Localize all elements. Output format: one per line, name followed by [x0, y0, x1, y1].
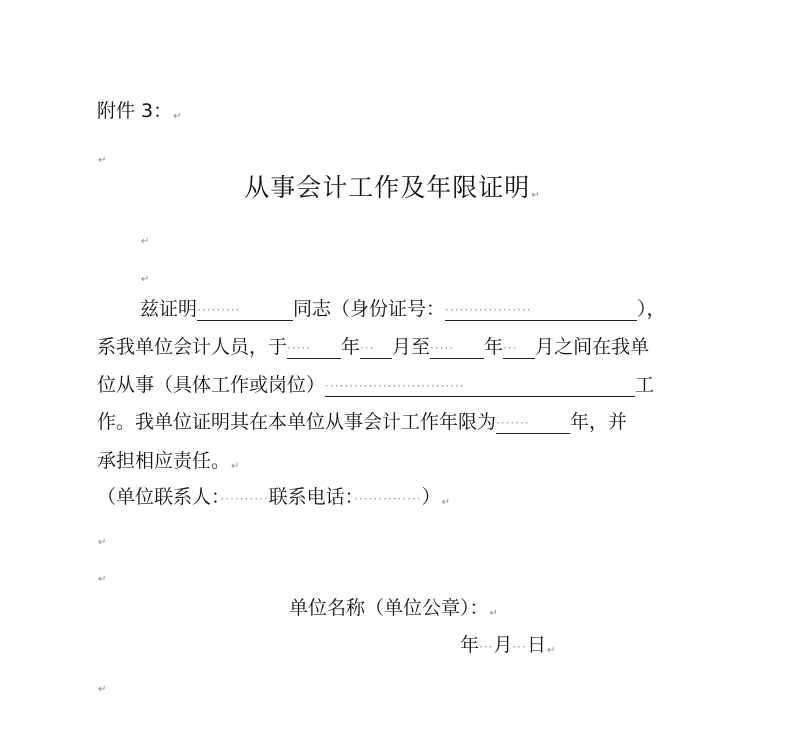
document-title: [0, 172, 785, 212]
line3-text-a: 位从事（具体工作或岗位）: [97, 374, 326, 396]
start-year-blank[interactable]: ·····: [287, 338, 341, 359]
line2-text-c: 月至: [392, 336, 431, 358]
attachment-label: [97, 99, 182, 129]
empty-paragraph: [97, 672, 106, 702]
empty-paragraph: [97, 143, 106, 173]
date-year-label: 年: [460, 634, 480, 656]
body-line-5: [97, 449, 239, 479]
id-label: 同志（身份证号：: [293, 298, 446, 320]
empty-paragraph: [140, 224, 149, 254]
contact-person-blank[interactable]: ··········: [220, 492, 269, 506]
date-day-label: 日: [526, 634, 546, 656]
attachment-label-text: 附件 3：: [97, 100, 173, 122]
empty-paragraph: [140, 262, 149, 292]
paragraph-mark-icon: ↵: [98, 537, 107, 548]
paragraph-mark-icon: ↵: [141, 236, 150, 247]
paragraph-mark-icon: ↵: [98, 684, 107, 695]
empty-paragraph: [97, 525, 106, 555]
paragraph-mark-icon: ↵: [441, 497, 450, 508]
id-number-blank[interactable]: ··················: [445, 300, 637, 321]
date-year-blank[interactable]: ···: [479, 640, 494, 654]
body-line-1: [140, 297, 666, 321]
end-month-blank[interactable]: ···: [503, 338, 535, 359]
line3-text-b: 工: [635, 374, 655, 396]
contact-phone-label: 联系电话：: [268, 486, 355, 508]
body-line-3: [97, 373, 654, 397]
paragraph-mark-icon: ↵: [98, 574, 107, 585]
line2-text-a: 系我单位会计人员，于: [97, 336, 288, 358]
paragraph-mark-icon: ↵: [531, 190, 541, 201]
date-line: [460, 633, 555, 663]
paragraph-mark-icon: ↵: [98, 155, 107, 166]
title-text: 从事会计工作及年限证明: [244, 173, 531, 202]
intro-text: 兹证明: [140, 298, 198, 320]
body-line-4: [97, 410, 627, 434]
year-label: 年: [341, 336, 361, 358]
line4-text-b: 年，并: [570, 411, 628, 433]
paragraph-mark-icon: ↵: [141, 274, 150, 285]
end-year-blank[interactable]: ·····: [430, 338, 484, 359]
line2-text-e: 月之间在我单: [535, 336, 650, 358]
line5-text: 承担相应责任。: [97, 450, 231, 472]
empty-paragraph: [97, 562, 106, 592]
body-line-2: [97, 335, 649, 359]
contact-phone-blank[interactable]: ··············: [354, 492, 422, 506]
contact-person-label: （单位联系人：: [97, 486, 221, 508]
contact-close: ）: [421, 486, 441, 508]
paragraph-mark-icon: ↵: [173, 111, 182, 122]
job-position-blank[interactable]: ·····························: [325, 376, 635, 397]
years-count-blank[interactable]: ·······: [496, 413, 570, 434]
unit-name-label: 单位名称（单位公章）：: [289, 597, 489, 619]
line4-text-a: 作。我单位证明其在本单位从事会计工作年限为: [97, 411, 497, 433]
contact-line: [97, 485, 450, 515]
start-month-blank[interactable]: ···: [360, 338, 392, 359]
date-month-blank[interactable]: ···: [512, 640, 527, 654]
date-month-label: 月: [493, 634, 513, 656]
paragraph-mark-icon: ↵: [489, 608, 498, 619]
unit-name-line: [289, 596, 498, 626]
year-label: 年: [484, 336, 504, 358]
paragraph-mark-icon: ↵: [231, 461, 240, 472]
line1-end: ），: [637, 298, 666, 320]
paragraph-mark-icon: ↵: [546, 645, 556, 656]
name-blank[interactable]: ·········: [197, 300, 293, 321]
